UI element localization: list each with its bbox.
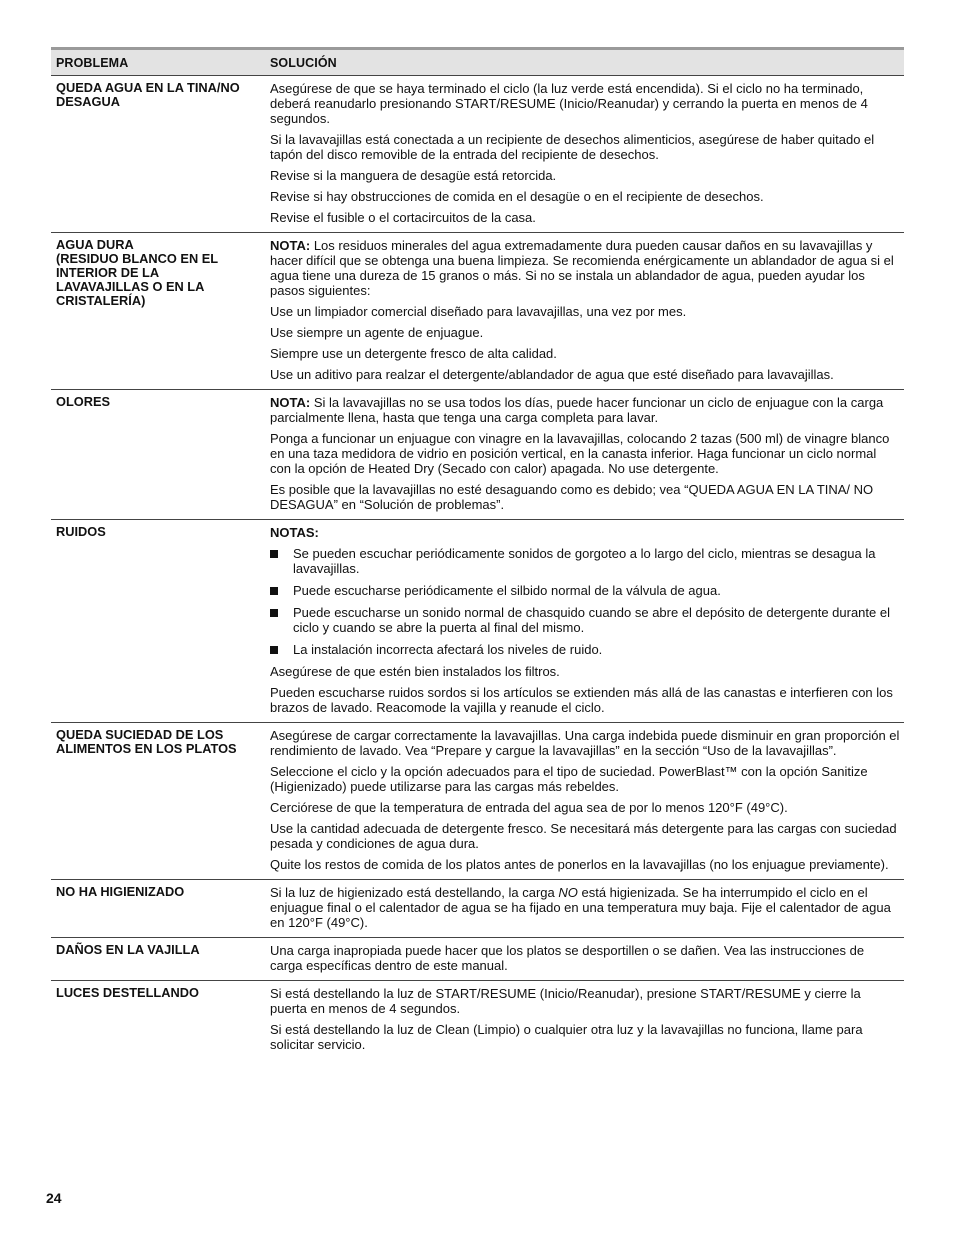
problem-cell: AGUA DURA (RESIDUO BLANCO EN EL INTERIOR DE LA LAVAVAJILLAS O EN LA CRISTALERÍA) — [56, 237, 219, 308]
problem-cell: RUIDOS — [56, 524, 106, 539]
solution-paragraph: Asegúrese de que se haya terminado el ciclo (la luz verde está encendida). Si el ciclo no ha terminado, deberá reanudarlo presionando START/RESUME (Inicio/Reanudar) y cerrando la puerta en menos de 4 segundos. — [270, 81, 868, 126]
solution-cell — [270, 986, 904, 1052]
problem-cell: QUEDA SUCIEDAD DE LOS ALIMENTOS EN LOS PLATOS — [56, 727, 237, 756]
solution-paragraph: Asegúrese de que estén bien instalados los filtros. — [270, 664, 560, 679]
table-row — [51, 76, 904, 233]
notes-label — [270, 525, 900, 540]
table-row — [51, 233, 904, 390]
list-item — [270, 642, 900, 657]
list-item — [270, 546, 900, 576]
solution-cell — [270, 525, 904, 715]
problem-cell: NO HA HIGIENIZADO — [56, 884, 185, 899]
header-problem: PROBLEMA — [56, 55, 129, 70]
note-paragraph — [270, 395, 900, 425]
solution-paragraph: Pueden escucharse ruidos sordos si los artículos se extienden más allá de las canastas e interfieren con los brazos de lavado. Reacomode la vajilla y reanude el ciclo. — [270, 685, 893, 715]
text-segment: Si la luz de higienizado está destellando, la carga — [270, 885, 559, 900]
page-number: 24 — [46, 1190, 62, 1206]
solution-paragraph: Si la lavavajillas está conectada a un recipiente de desechos alimenticios, asegúrese de haber quitado el tapón del disco removible de la entrada del recipiente de desechos. — [270, 132, 875, 162]
table-row — [51, 723, 904, 880]
solution-paragraph: Ponga a funcionar un enjuague con vinagre en la lavavajillas, colocando 2 tazas (500 ml) de vinagre blanco en una taza medidora de vidrio en posición vertical, en la canasta inferior. Haga funcionar un ciclo normal con la opción de Heated Dry (Secado con calor) apagada. No use detergente. — [270, 431, 890, 476]
square-bullet-icon — [270, 587, 278, 595]
solution-cell — [270, 943, 904, 973]
table-row — [51, 390, 904, 520]
square-bullet-icon — [270, 609, 278, 617]
note-label: NOTA: — [270, 238, 311, 253]
solution-cell — [270, 395, 904, 512]
solution-paragraph: Si está destellando la luz de START/RESUME (Inicio/Reanudar), presione START/RESUME y cierre la puerta en menos de 4 segundos. — [270, 986, 861, 1016]
list-item-text: Puede escucharse un sonido normal de chasquido cuando se abre el depósito de detergente durante el ciclo y cuando se abre la puerta al final del mismo. — [293, 605, 890, 635]
solution-paragraph — [270, 885, 900, 930]
table-header — [51, 47, 904, 76]
solution-paragraph: Revise el fusible o el cortacircuitos de la casa. — [270, 210, 536, 225]
solution-paragraph: Revise si hay obstrucciones de comida en el desagüe o en el recipiente de desechos. — [270, 189, 764, 204]
notes-label-text: NOTAS: — [270, 525, 319, 540]
text-segment: está higienizada. Se ha interrumpido el ciclo en el enjuague final o el calentador de agua se ha fijado en una temperatura muy baja. Fije el calentador de agua en 120°F (49°C). — [270, 885, 891, 930]
table-row — [51, 520, 904, 723]
solution-paragraph: Si está destellando la luz de Clean (Limpio) o cualquier otra luz y la lavavajillas no funciona, llame para solicitar servicio. — [270, 1022, 863, 1052]
solution-paragraph: Cerciórese de que la temperatura de entrada del agua sea de por lo menos 120°F (49°C). — [270, 800, 788, 815]
solution-paragraph: Quite los restos de comida de los platos antes de ponerlos en la lavavajillas (no los enjuague previamente). — [270, 857, 889, 872]
solution-paragraph: Una carga inapropiada puede hacer que los platos se desportillen o se dañen. Vea las instrucciones de carga específicas dentro de este manual. — [270, 943, 865, 973]
emphasis-text: NO — [558, 885, 578, 900]
solution-cell — [270, 728, 904, 872]
list-item — [270, 583, 900, 598]
solution-paragraph: Use la cantidad adecuada de detergente fresco. Se necesitará más detergente para las cargas con suciedad pesada y condiciones de agua dura. — [270, 821, 897, 851]
list-item-text: Se pueden escuchar periódicamente sonidos de gorgoteo a lo largo del ciclo, mientras se desagua la lavavajillas. — [293, 546, 876, 576]
solution-paragraph: Siempre use un detergente fresco de alta calidad. — [270, 346, 557, 361]
problem-cell: DAÑOS EN LA VAJILLA — [56, 942, 200, 957]
note-label: NOTA: — [270, 395, 311, 410]
solution-paragraph: Use un aditivo para realzar el detergente/ablandador de agua que esté diseñado para lavavajillas. — [270, 367, 834, 382]
list-item-text: Puede escucharse periódicamente el silbido normal de la válvula de agua. — [293, 583, 721, 598]
square-bullet-icon — [270, 550, 278, 558]
solution-paragraph: Revise si la manguera de desagüe está retorcida. — [270, 168, 557, 183]
table-row — [51, 938, 904, 981]
solution-paragraph: Asegúrese de cargar correctamente la lavavajillas. Una carga indebida puede disminuir en gran proporción el rendimiento de lavado. Vea “Prepare y cargue la lavavajillas” en la sección “Uso de la lavavajillas”. — [270, 728, 900, 758]
troubleshooting-table — [51, 47, 904, 1059]
solution-cell — [270, 238, 904, 382]
problem-cell: QUEDA AGUA EN LA TINA/NO DESAGUA — [56, 80, 240, 109]
solution-paragraph: Es posible que la lavavajillas no esté desaguando como es debido; vea “QUEDA AGUA EN LA TINA/ NO DESAGUA” en “Solución de problemas”. — [270, 482, 874, 512]
solution-cell — [270, 885, 904, 930]
note-text: Si la lavavajillas no se usa todos los días, puede hacer funcionar un ciclo de enjuague con la carga parcialmente llena, hasta que tenga una carga completa para lavar. — [270, 395, 884, 425]
header-solution: SOLUCIÓN — [270, 55, 337, 70]
table-row — [51, 981, 904, 1059]
notes-list — [270, 546, 900, 657]
note-text: Los residuos minerales del agua extremadamente dura pueden causar daños en su lavavajillas y hacer difícil que se obtenga una buena limpieza. Se recomienda enérgicamente un ablandador de agua si el agua tiene una dureza de 15 granos o más. Si no se instala un ablandador de agua, pueden ayudar los pasos siguientes: — [270, 238, 894, 298]
note-paragraph — [270, 238, 900, 298]
problem-cell: OLORES — [56, 394, 111, 409]
square-bullet-icon — [270, 646, 278, 654]
list-item — [270, 605, 900, 635]
problem-cell: LUCES DESTELLANDO — [56, 985, 199, 1000]
list-item-text: La instalación incorrecta afectará los niveles de ruido. — [293, 642, 603, 657]
solution-paragraph: Use un limpiador comercial diseñado para lavavajillas, una vez por mes. — [270, 304, 687, 319]
table-row — [51, 880, 904, 938]
solution-paragraph: Use siempre un agente de enjuague. — [270, 325, 484, 340]
solution-paragraph: Seleccione el ciclo y la opción adecuados para el tipo de suciedad. PowerBlast™ con la opción Sanitize (Higienizado) puede utilizarse para las cargas más rebeldes. — [270, 764, 868, 794]
solution-cell — [270, 81, 904, 225]
